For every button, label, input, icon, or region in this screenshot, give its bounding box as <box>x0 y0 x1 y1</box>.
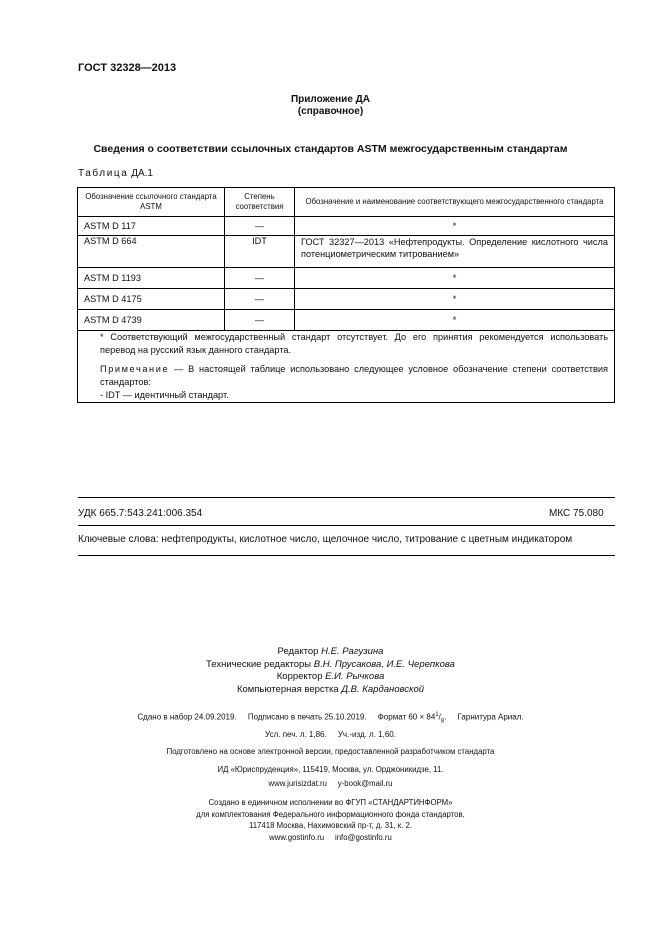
print-line-2: Усл. печ. л. 1,86. Уч.-изд. л. 1,60. <box>265 730 396 740</box>
cell-gost: * <box>295 289 615 310</box>
created-block <box>0 797 661 843</box>
note-text: — В настоящей таблице использовано следующее условное обозначение степени соответствия стандартов: <box>100 364 608 387</box>
cell-degree: — <box>225 289 295 310</box>
cell-gost: * <box>295 217 615 236</box>
cell-degree: — <box>225 217 295 236</box>
note-item: - IDT — идентичный стандарт. <box>100 390 229 400</box>
publisher-contacts: www.jurisizdat.ru y-book@mail.ru <box>268 778 393 788</box>
created-line-2: для комплектования Федерального информационного фонда стандартов, <box>196 809 465 819</box>
table-row <box>78 289 615 310</box>
staff-block <box>0 646 661 696</box>
cell-astm: ASTM D 4739 <box>78 310 225 331</box>
cell-gost: * <box>295 268 615 289</box>
typeset-date: Сдано в набор 24.09.2019. <box>137 712 237 722</box>
publisher-block <box>0 764 661 789</box>
correspondence-table <box>77 187 615 403</box>
table-notes-cell <box>78 331 615 403</box>
created-line-1: Создано в единичном исполнении во ФГУП «СТАНДАРТИНФОРМ» <box>208 798 453 807</box>
publisher-address: ИД «Юриспруденция», 115419, Москва, ул. Орджоникидзе, 11. <box>217 765 444 774</box>
layout-label: Компьютерная верстка <box>236 683 339 695</box>
cell-astm: ASTM D 1193 <box>78 268 225 289</box>
table-caption-number: ДА.1 <box>131 168 153 179</box>
note-label: Примечание <box>100 364 170 374</box>
cell-degree: — <box>225 310 295 331</box>
editor-line <box>0 646 661 659</box>
publication-info <box>0 708 661 758</box>
cell-gost: * <box>295 310 615 331</box>
table-row <box>78 268 615 289</box>
table-notes-row <box>78 331 615 403</box>
table-caption <box>78 168 153 179</box>
tech-editors-label: Технические редакторы <box>206 658 312 670</box>
table-caption-prefix: Таблица <box>78 168 129 179</box>
column-header-astm: Обозначение ссылочного стандарта ASTM <box>78 188 225 217</box>
cell-astm: ASTM D 117 <box>78 217 225 236</box>
table-note <box>84 363 608 389</box>
format-fraction-num: 1 <box>435 712 439 718</box>
corrector-label: Корректор <box>276 671 323 682</box>
annex-title: Приложение ДА <box>290 94 371 105</box>
corrector-line <box>0 671 661 684</box>
tech-editors-line <box>0 659 661 672</box>
udk-code: УДК 665.7:543.241:006.354 <box>78 508 203 519</box>
cell-degree: — <box>225 268 295 289</box>
cell-degree: IDT <box>225 236 295 268</box>
layout-line <box>0 684 661 697</box>
standard-id-header: ГОСТ 32328—2013 <box>78 62 177 74</box>
document-title: Сведения о соответствии ссылочных стандартов ASTM межгосударственным стандартам <box>93 143 568 155</box>
cell-astm: ASTM D 664 <box>78 236 225 268</box>
table-row <box>78 236 615 268</box>
divider-bottom <box>78 555 615 556</box>
table-row <box>78 217 615 236</box>
print-line-1: Сдано в набор 24.09.2019. Подписано в печать 25.10.2019. Формат $60 \times 84^1/_8$. Гарнитура Ариал. <box>137 712 524 725</box>
layout-name: Д.В. Кардановской <box>341 683 425 695</box>
cell-astm: ASTM D 4175 <box>78 289 225 310</box>
divider-top <box>78 497 615 498</box>
cell-gost: ГОСТ 32327—2013 «Нефтепродукты. Определение кислотного числа потенциометрическим титрованием» <box>295 236 615 268</box>
table-header-row <box>78 188 615 217</box>
editor-name: Н.Е. Рагузина <box>321 646 384 657</box>
column-header-degree: Степень соответствия <box>225 188 295 217</box>
format: Формат 60 × 84 <box>377 712 436 722</box>
print-date: Подписано в печать 25.10.2019. <box>247 712 367 722</box>
column-header-gost: Обозначение и наименование соответствующего межгосударственного стандарта <box>295 188 615 217</box>
annex-subtitle: (справочное) <box>297 106 364 117</box>
typeface: Гарнитура Ариал. <box>457 712 524 722</box>
tech-editors-names: В.Н. Прусакова, И.Е. Черепкова <box>313 658 455 670</box>
created-line-3: 117418 Москва, Нахимовский пр-т, д. 31, к. 2. <box>248 821 413 830</box>
format-fraction-den: 8 <box>440 718 445 725</box>
table-footnote: * Соответствующий межгосударственный стандарт отсутствует. До его принятия рекомендуется использовать перевод на русский язык данного стандарта. <box>100 332 608 355</box>
mks-code: МКС 75.080 <box>549 508 604 519</box>
editor-label: Редактор <box>277 646 319 657</box>
divider-middle <box>78 525 615 526</box>
keywords: Ключевые слова: нефтепродукты, кислотное число, щелочное число, титрование с цветным индикатором <box>78 534 573 545</box>
created-line-4: www.gostinfo.ru info@gostinfo.ru <box>269 832 392 842</box>
prepared-note: Подготовлено на основе электронной версии, предоставленной разработчиком стандарта <box>166 747 495 757</box>
table-row <box>78 310 615 331</box>
corrector-name: Е.И. Рычкова <box>325 671 385 682</box>
